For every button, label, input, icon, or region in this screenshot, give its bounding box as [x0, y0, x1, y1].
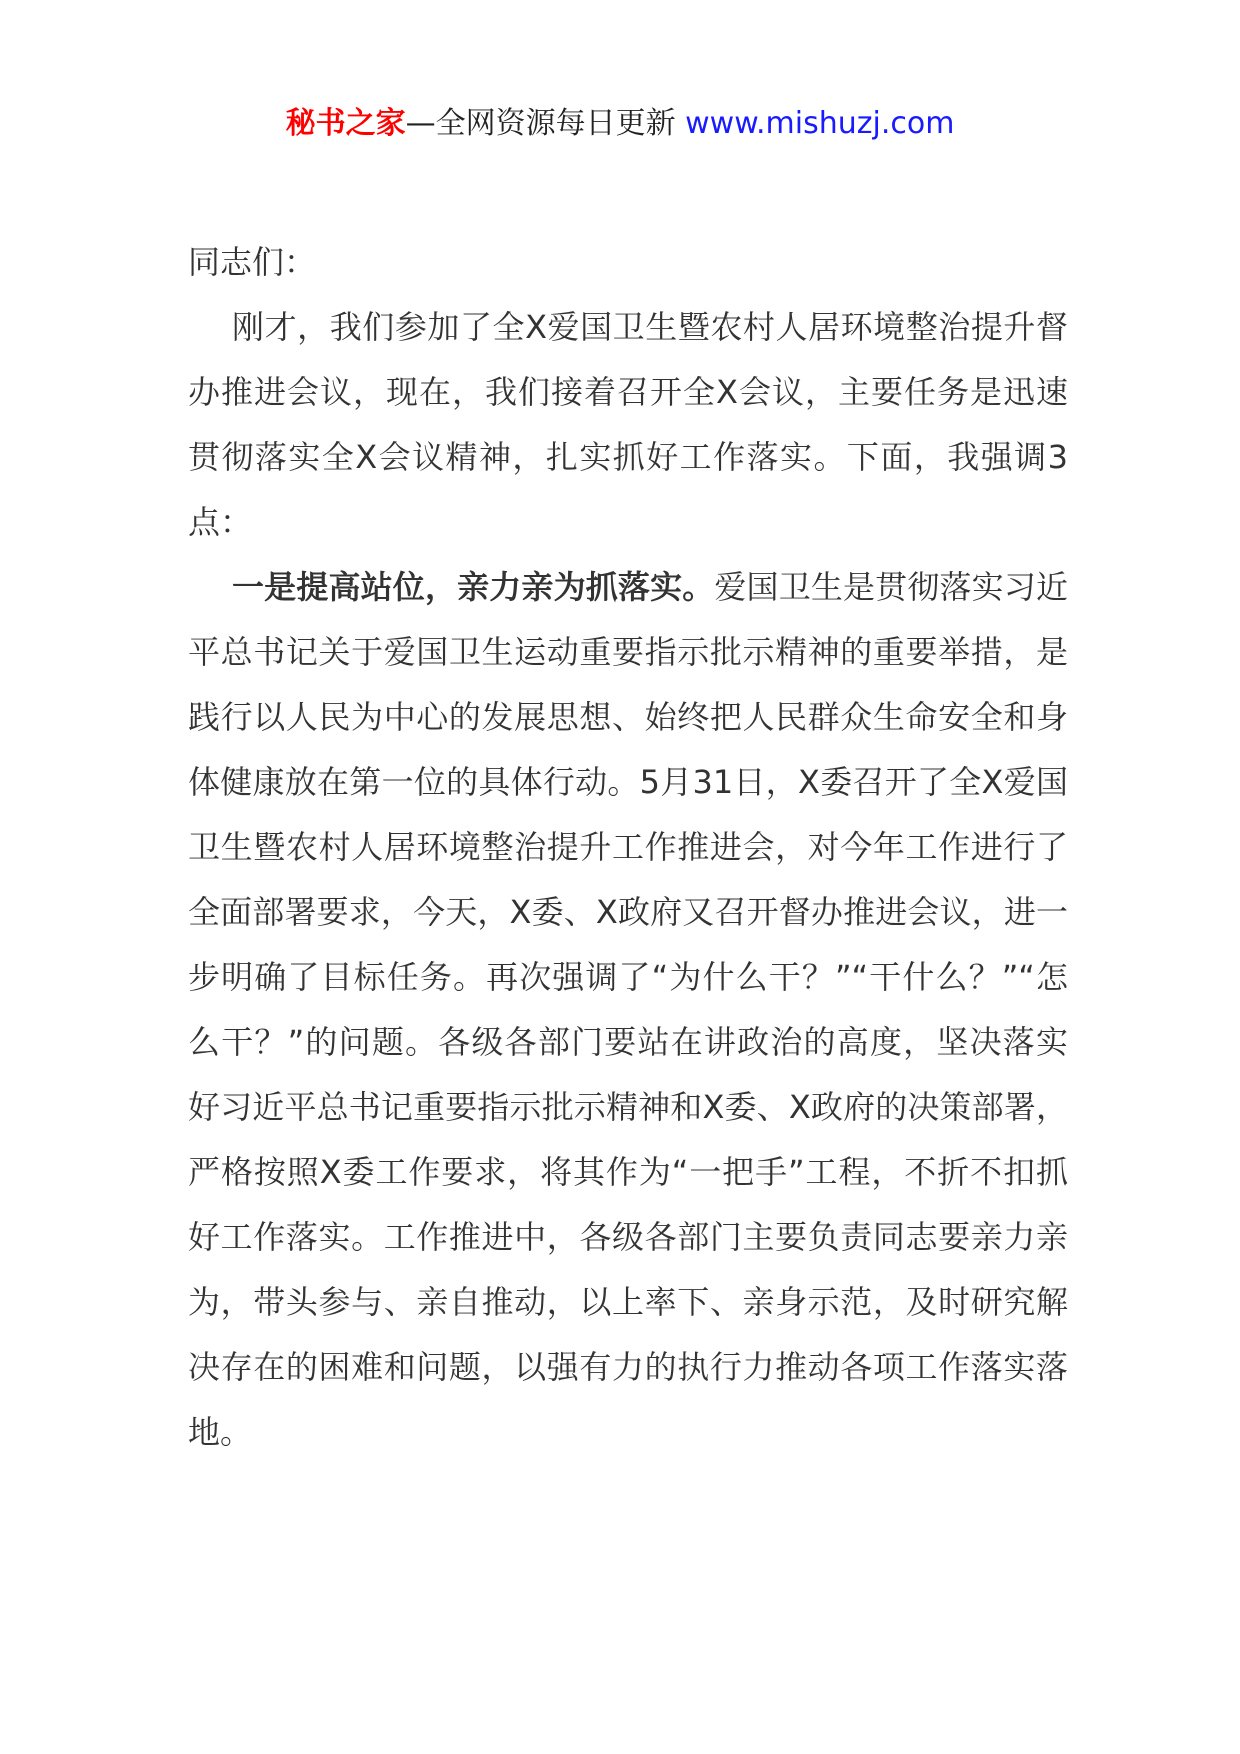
point-one-paragraph [188, 555, 1068, 1465]
point-one-body: 爱国卫生是贯彻落实习近平总书记关于爱国卫生运动重要指示批示精神的重要举措，是践行以人民为中心的发展思想、始终把人民群众生命安全和身体健康放在第一位的具体行动。5月31日，X委召开了全X爱国卫生暨农村人居环境整治提升工作推进会，对今年工作进行了全面部署要求，今天，X委、X政府又召开督办推进会议，进一步明确了目标任务。再次强调了“为什么干？”“干什么？”“怎么干？”的问题。各级各部门要站在讲政治的高度，坚决落实好习近平总书记重要指示批示精神和X委、X政府的决策部署，严格按照X委工作要求，将其作为“一把手”工程，不折不扣抓好工作落实。工作推进中，各级各部门主要负责同志要亲力亲为，带头参与、亲自推动，以上率下、亲身示范，及时研究解决存在的困难和问题，以强有力的执行力推动各项工作落实落地。 [188, 568, 1068, 1451]
page-header [0, 100, 1240, 148]
website-link[interactable]: www.mishuzj.com [685, 106, 955, 141]
header-tagline: —全网资源每日更新 [405, 106, 676, 141]
document-body [188, 230, 1068, 1465]
brand-name: 秘书之家 [285, 106, 406, 141]
salutation: 同志们： [188, 243, 317, 281]
intro-paragraph: 刚才，我们参加了全X爱国卫生暨农村人居环境整治提升督办推进会议，现在，我们接着召开全X会议，主要任务是迅速贯彻落实全X会议精神，扎实抓好工作落实。下面，我强调3点： [188, 308, 1068, 541]
point-one-heading: 一是提高站位，亲力亲为抓落实。 [232, 568, 715, 606]
